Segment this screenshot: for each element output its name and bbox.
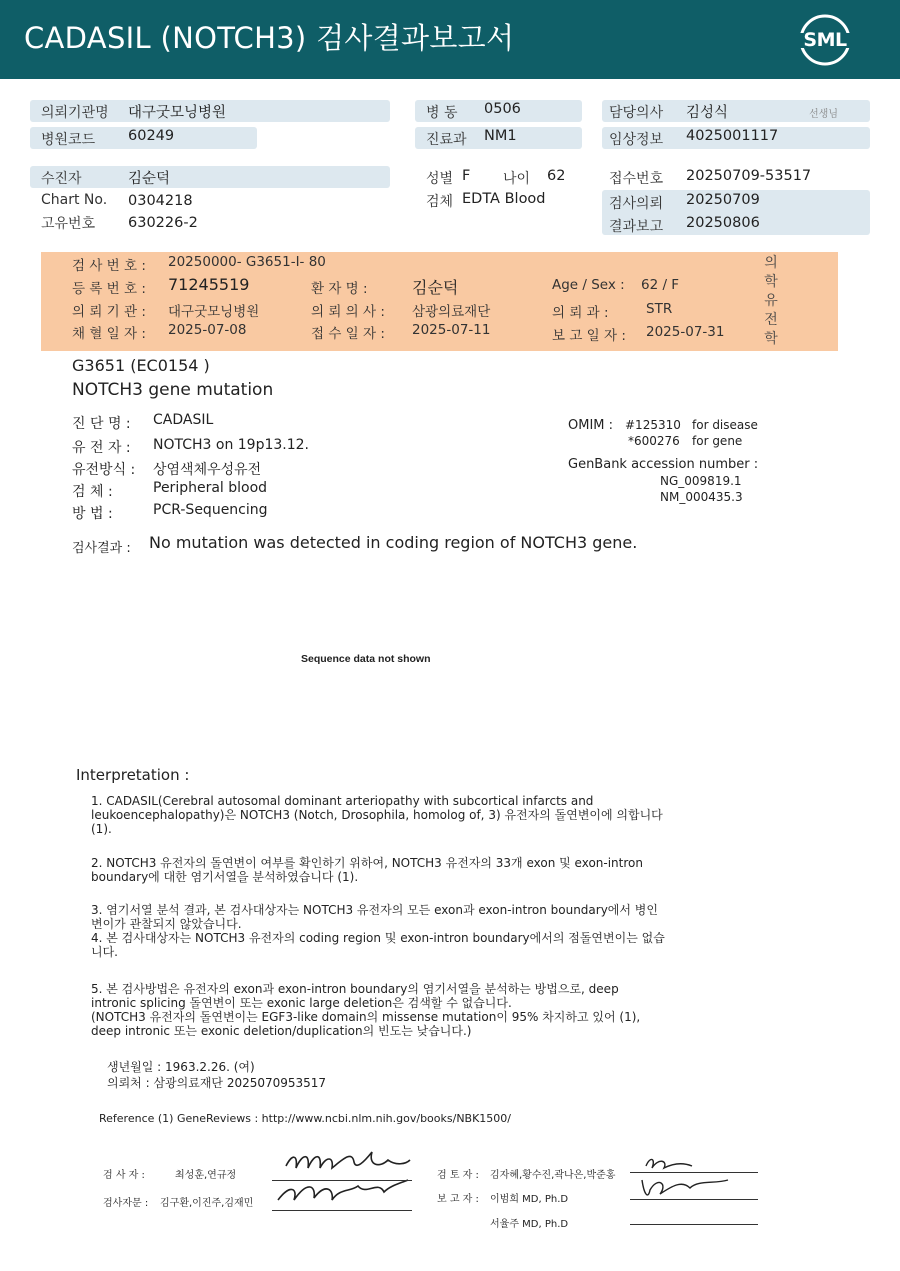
omim-gene-id: *600276 [628,434,680,448]
result-label: 검사결과 : [72,541,131,556]
inheritance-value: 상염색체우성유전 [153,462,262,478]
examiner-sign-line [272,1180,412,1181]
age-value: 62 [547,168,566,184]
band-receive-label: 접 수 일 자 : [311,326,385,342]
hospital-code-value: 60249 [128,128,175,144]
report-value: 20250806 [686,215,760,231]
patient-value: 김순덕 [128,171,171,187]
department-label: 진료과 [426,132,467,148]
band-req-dept-label: 의 뢰 과 : [552,305,609,321]
reporter-1-sign-line [630,1199,758,1200]
ward-value: 0506 [484,101,521,117]
method-label: 방 법 : [72,506,113,522]
band-req-inst: 대구굿모닝병원 [168,304,260,320]
omim-label: OMIM : [568,418,614,433]
reviewer-names: 김자혜,황수진,곽나은,박준홍 [490,1170,616,1181]
unique-label: 고유번호 [41,216,96,232]
inheritance-label: 유전방식 : [72,462,136,478]
birth-date: 생년월일 : 1963.2.26. (여) [107,1060,255,1074]
institution-value: 대구굿모닝병원 [128,105,227,121]
band-test-no: 20250000- G3651-I- 80 [168,254,326,270]
band-patient-name-label: 환 자 명 : [311,281,368,297]
omim-disease-id: #125310 [625,418,681,432]
reviewer-label: 검 토 자 : [437,1170,479,1181]
clinical-value: 4025001117 [686,128,779,144]
band-reg-no: 71245519 [168,275,250,294]
band-req-doc-label: 의 뢰 의 사 : [311,304,385,320]
report-header [0,0,900,79]
reporter-2: 서율주 MD, Ph.D [490,1219,569,1230]
specimen-label: 검체 [426,194,454,210]
method-value: PCR-Sequencing [153,502,268,518]
band-department-vertical: 의 학 유 전 학 [764,255,778,347]
sml-logo [798,13,852,67]
examiner-label: 검 사 자 : [103,1170,145,1181]
ward-label: 병 동 [426,105,458,121]
receipt-label: 접수번호 [609,171,664,187]
receipt-value: 20250709-53517 [686,168,812,184]
sex-label: 성별 [426,171,454,187]
institution-label: 의뢰기관명 [41,105,109,121]
reviewer-sign-line [630,1172,758,1173]
referrer: 의뢰처 : 삼광의료재단 2025070953517 [107,1076,327,1090]
specimen-value: EDTA Blood [462,191,546,207]
genbank-ng: NG_009819.1 [660,474,742,488]
advisor-sign-line [272,1210,412,1211]
reviewer-signature-icon [628,1150,758,1210]
specimen-label-2: 검 체 : [72,484,113,500]
request-label: 검사의뢰 [609,196,664,212]
band-age-sex-label: Age / Sex : [552,277,625,293]
band-req-doc: 삼광의료재단 [412,304,491,320]
band-collect-label: 채 혈 일 자 : [72,326,146,342]
doctor-label: 담당의사 [609,105,664,121]
age-label: 나이 [503,171,531,187]
gene-label: 유 전 자 : [72,440,131,456]
logo-text: SML [803,29,847,51]
omim-disease-note: for disease [692,418,758,432]
band-age-sex: 62 / F [641,277,680,293]
advisor-label: 검사자문 : [103,1198,149,1209]
band-report: 2025-07-31 [646,324,725,340]
band-req-dept: STR [646,301,673,317]
band-patient-name: 김순덕 [412,278,459,297]
interpretation-item: 5. 본 검사방법은 유전자의 exon과 exon-intron boundary의 염기서열을 분석하는 방법으로, deep intronic splicing 돌연변이 또는 exonic large deletion은 검색할 수 없습니다. (NOTCH3 유전자의 돌연변이는 EGF3-like domain의 missense mutation이 95% 차지하고 있어 (1), deep intronic 또는 exonic deletion/duplication의 빈도는 낮습니다.) [91,982,641,1038]
reference: Reference (1) GeneReviews : http://www.ncbi.nlm.nih.gov/books/NBK1500/ [99,1112,512,1125]
interpretation-item: 2. NOTCH3 유전자의 돌연변이 여부를 확인하기 위하여, NOTCH3 유전자의 33개 exon 및 exon-intron boundary에 대한 염기서열을 분석하였습니다 (1). [91,856,643,884]
test-code: G3651 (EC0154 ) [72,356,210,375]
sex-value: F [462,168,471,184]
clinical-label: 임상정보 [609,132,664,148]
specimen-value-2: Peripheral blood [153,480,268,496]
test-name: NOTCH3 gene mutation [72,380,274,400]
report-title: CADASIL (NOTCH3) 검사결과보고서 [24,21,515,55]
diagnosis-label: 진 단 명 : [72,416,131,432]
department-value: NM1 [484,128,517,144]
omim-gene-note: for gene [692,434,743,448]
request-value: 20250709 [686,192,760,208]
patient-label: 수진자 [41,171,82,187]
interpretation-title: Interpretation : [76,766,190,784]
advisor-names: 김구환,이진주,김재민 [160,1198,254,1209]
band-receive: 2025-07-11 [412,322,491,338]
reporter-1: 이범희 MD, Ph.D [490,1194,569,1205]
chart-label: Chart No. [41,192,108,208]
reporter-2-sign-line [630,1224,758,1225]
reporter-label: 보 고 자 : [437,1194,479,1205]
band-collect: 2025-07-08 [168,322,247,338]
chart-value: 0304218 [128,193,193,209]
band-reg-no-label: 등 록 번 호 : [72,281,146,297]
genbank-label: GenBank accession number : [568,457,759,472]
gene-value: NOTCH3 on 19p13.12. [153,437,310,453]
report-label: 결과보고 [609,219,664,235]
band-req-inst-label: 의 뢰 기 관 : [72,304,146,320]
diagnosis-value: CADASIL [153,412,214,428]
doctor-value: 김성식 [686,105,729,121]
hospital-code-label: 병원코드 [41,132,96,148]
band-report-label: 보 고 일 자 : [552,328,626,344]
examiner-names: 최성훈,연규정 [175,1170,237,1181]
unique-value: 630226-2 [128,215,198,231]
interpretation-item: 3. 염기서열 분석 결과, 본 검사대상자는 NOTCH3 유전자의 모든 exon과 exon-intron boundary에서 병인 변이가 관찰되지 않았습니다. 4. 본 검사대상자는 NOTCH3 유전자의 coding region 및 exon-intron boundary에서의 점돌연변이는 없습 니다. [91,903,665,959]
interpretation-item: 1. CADASIL(Cerebral autosomal dominant arteriopathy with subcortical infarcts and leukoencephalopathy)은 NOTCH3 (Notch, Drosophila, homolog of, 3) 유전자의 돌연변이에 의합니다 (1). [91,794,663,836]
genbank-nm: NM_000435.3 [660,490,743,504]
patient-row [30,166,390,188]
band-test-no-label: 검 사 번 호 : [72,258,146,274]
doctor-suffix: 선생님 [809,109,838,120]
result-text: No mutation was detected in coding region of NOTCH3 gene. [149,533,638,552]
sequence-note: Sequence data not shown [301,653,431,665]
